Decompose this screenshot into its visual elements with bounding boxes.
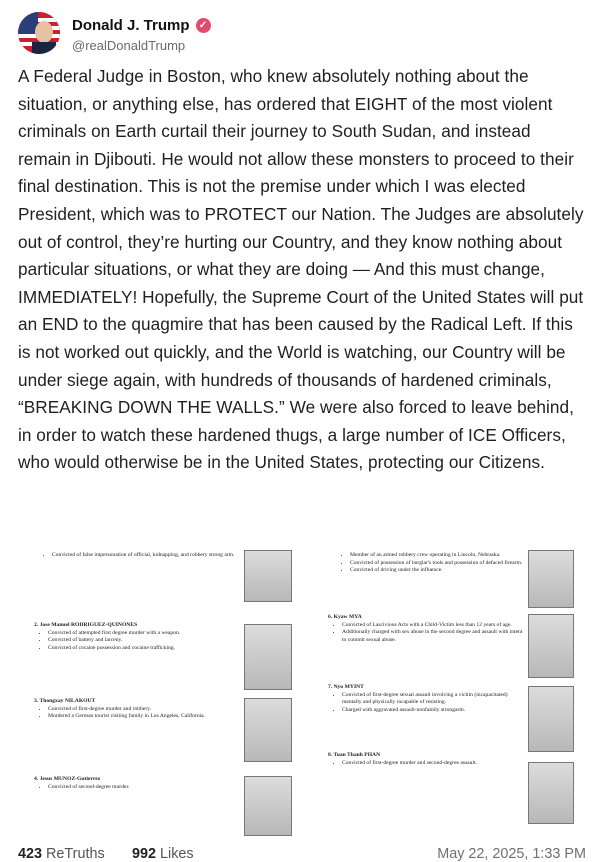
mugshot-image [528,762,574,824]
entry-item: • Convicted of possession of burglar's tools and possession of defaced firearm. [350,560,526,568]
attached-image[interactable] [24,540,584,836]
entry-item: • Convicted of first-degree murder and second-degree assault. [342,760,526,768]
entry-item: • Convicted of second-degree murder. [48,784,239,792]
attachment-entry-6 [328,614,526,644]
attachment-entry-7 [328,684,526,714]
attachment-entry-8 [328,752,526,767]
entry-name: 2. Jose Manuel RODRIGUEZ-QUINONES [34,622,138,628]
avatar[interactable] [18,12,60,54]
attachment-entry-2 [34,622,239,652]
retruths-count: 423 [18,846,43,862]
retruths-stat[interactable] [18,846,105,862]
entry-item: • Convicted of battery and larceny. [48,637,239,645]
post-timestamp[interactable]: May 22, 2025, 1:33 PM [437,846,586,862]
entry-item: • Convicted of cocaine possession and cocaine trafficking. [48,645,239,653]
mugshot-image [528,550,574,608]
mugshot-image [244,776,292,836]
mugshot-image [244,550,292,602]
attachment-entry-3 [34,698,244,721]
author-name-row[interactable] [72,17,211,34]
mugshot-image [528,686,574,752]
avatar-flag-icon [18,12,60,54]
entry-name: 6. Kyaw MYA [328,614,362,620]
author-handle[interactable]: @realDonaldTrump [72,38,186,53]
likes-label: Likes [160,846,194,862]
attachment-entry-5 [336,552,526,575]
retruths-label: ReTruths [46,846,105,862]
entry-item: • Convicted of first-degree sexual assault involving a victim (incapacitated) mentally and physically incapable of resisting. [342,692,526,707]
entry-name: 8. Tuan Thanh PHAN [328,752,381,758]
verified-badge-icon: ✓ [196,18,211,33]
entry-item: • Charged with aggravated assault-nonfamily strongarm. [342,707,526,715]
attachment-entry-1 [38,552,238,560]
mugshot-image [244,698,292,762]
entry-item: • Member of an armed robbery crew operating in Lincoln, Nebraska. [350,552,526,560]
mugshot-image [528,614,574,678]
entry-item: • Convicted of first-degree murder and robbery. [48,706,244,714]
entry-item: • Convicted of Lascivious Acts with a Child-Victim less than 12 years of age. [342,622,526,630]
post-header [18,12,578,58]
attachment-entry-4 [34,776,239,791]
entry-item: • Additionally charged with sex abuse in the second degree and assault with intent to commit sexual abuse. [342,629,526,644]
entry-name: 7. Nyo MYINT [328,684,364,690]
entry-item: • Convicted of false impersonation of official, kidnapping, and robbery strong arm. [52,552,238,560]
entry-item: • Convicted of attempted first degree murder with a weapon. [48,630,239,638]
likes-stat[interactable] [132,846,194,862]
entry-item: • Murdered a German tourist visiting family in Los Angeles, California. [48,713,244,721]
likes-count: 992 [132,846,157,862]
mugshot-image [244,624,292,690]
author-display-name[interactable]: Donald J. Trump [72,17,190,34]
entry-name: 3. Thongxay NILAKOUT [34,698,96,704]
entry-item: • Convicted of driving under the influence. [350,567,526,575]
post-text: A Federal Judge in Boston, who knew absolutely nothing about the situation, or anything else, has ordered that EIGHT of the most violent criminals on Earth curtail their journey to South Sudan, and instead remain in Djibouti. He would not allow these monsters to proceed to their final destination. This is not the premise under which I was elected President, which was to PROTECT our Nation. The Judges are absolutely out of control, they’re hurting our Country, and they know nothing about particular situations, or what they are doing — And this must change, IMMEDIATELY! Hopefully, the Supreme Court of the United States will put an END to the quagmire that has been caused by the Radical Left. If this is not worked out quickly, and the World is watching, our Country will be under siege again, with hundreds of thousands of hardened criminals, “BREAKING DOWN THE WALLS.” We were also forced to leave behind, in order to watch these hardened thugs, a large number of ICE Officers, who would otherwise be in the United States, protecting our Citizens. [18,66,584,473]
entry-name: 4. Jesus MUNOZ-Gutierrez [34,776,101,782]
post-footer [18,842,586,862]
